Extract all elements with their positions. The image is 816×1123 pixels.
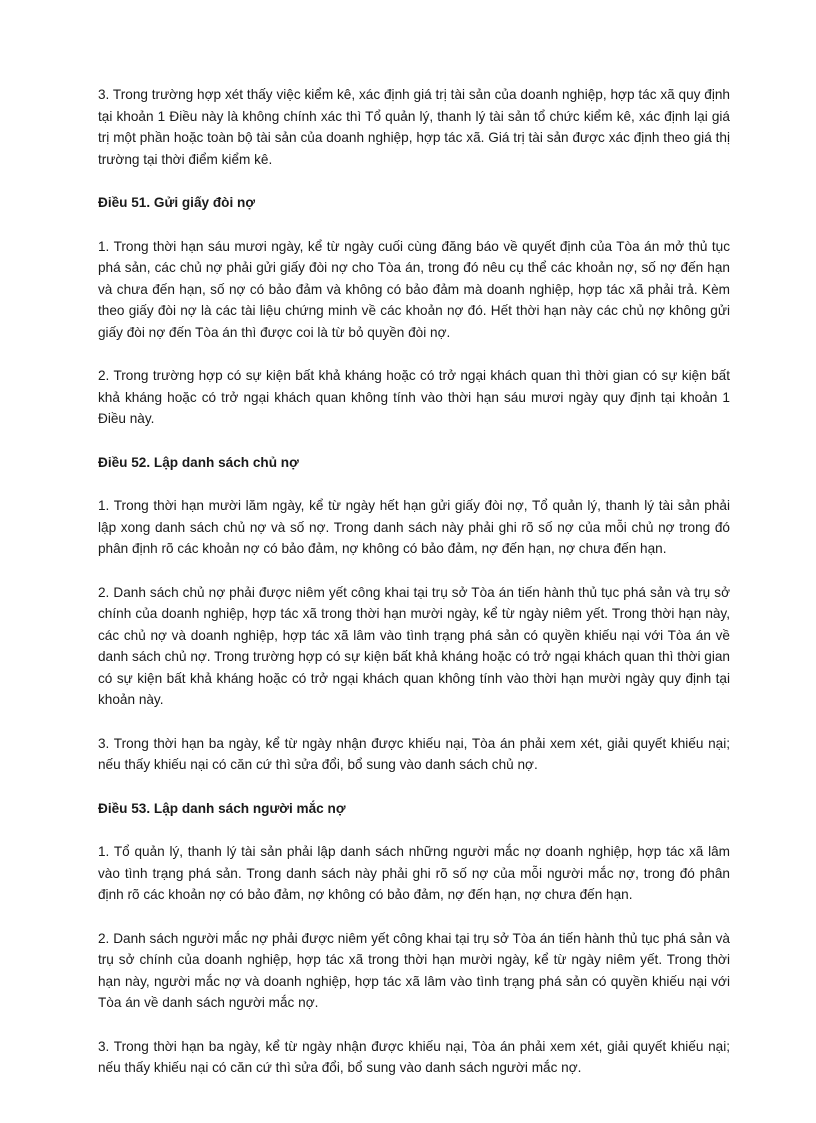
document-body: [98, 84, 730, 1101]
section-paragraph: 1. Tổ quản lý, thanh lý tài sản phải lập danh sách những người mắc nợ doanh nghiệp, hợp tác xã lâm vào tình trạng phá sản. Trong danh sách này phải ghi rõ số nợ của mỗi người mắc nợ, trong đó phân định rõ các khoản nợ có bảo đảm, nợ không có bảo đảm, nợ đến hạn, nợ chưa đến hạn.: [98, 844, 730, 902]
section-heading: Điều 52. Lập danh sách chủ nợ: [98, 454, 299, 470]
section-paragraph: 2. Danh sách người mắc nợ phải được niêm yết công khai tại trụ sở Tòa án tiến hành thủ tục phá sản và trụ sở chính của doanh nghiệp, hợp tác xã trong thời hạn mười ngày, kể từ ngày niêm yết. Trong thời hạn này, người mắc nợ và doanh nghiệp, hợp tác xã lâm vào tình trạng phá sản có quyền khiếu nại với Tòa án về danh sách người mắc nợ.: [98, 930, 730, 1010]
section-dieu-51: [98, 192, 730, 430]
section-paragraph: 3. Trong thời hạn ba ngày, kể từ ngày nhận được khiếu nại, Tòa án phải xem xét, giải quyết khiếu nại; nếu thấy khiếu nại có căn cứ thì sửa đổi, bổ sung vào danh sách người mắc nợ.: [98, 1038, 730, 1075]
section-dieu-53: [98, 798, 730, 1079]
section-paragraph: 2. Danh sách chủ nợ phải được niêm yết công khai tại trụ sở Tòa án tiến hành thủ tục phá sản và trụ sở chính của doanh nghiệp, hợp tác xã trong thời hạn mười ngày, kể từ ngày niêm yết. Trong thời hạn này, các chủ nợ và doanh nghiệp, hợp tác xã lâm vào tình trạng phá sản có quyền khiếu nại với Tòa án về danh sách chủ nợ. Trong trường hợp có sự kiện bất khả kháng hoặc có trở ngại khách quan thì thời gian có sự kiện bất khả kháng hoặc có trở ngại khách quan không tính vào thời hạn mười ngày quy định tại khoản này.: [98, 584, 730, 707]
section-paragraph: 1. Trong thời hạn mười lăm ngày, kể từ ngày hết hạn gửi giấy đòi nợ, Tổ quản lý, thanh lý tài sản phải lập xong danh sách chủ nợ và số nợ. Trong danh sách này phải ghi rõ số nợ của mỗi chủ nợ trong đó phân định rõ các khoản nợ có bảo đảm, nợ không có bảo đảm, nợ đến hạn, nợ chưa đến hạn.: [98, 498, 730, 556]
section-paragraph: 2. Trong trường hợp có sự kiện bất khả kháng hoặc có trở ngại khách quan thì thời gian có sự kiện bất khả kháng hoặc có trở ngại khách quan không tính vào thời hạn sáu mươi ngày quy định tại khoản 1 Điều này.: [98, 368, 730, 426]
section-dieu-52: [98, 452, 730, 776]
section-heading: Điều 51. Gửi giấy đòi nợ: [98, 195, 255, 210]
section-heading: Điều 53. Lập danh sách người mắc nợ: [98, 800, 346, 816]
section-paragraph: 3. Trong thời hạn ba ngày, kể từ ngày nhận được khiếu nại, Tòa án phải xem xét, giải quyết khiếu nại; nếu thấy khiếu nại có căn cứ thì sửa đổi, bổ sung vào danh sách chủ nợ.: [98, 735, 730, 772]
section-paragraph: 1. Trong thời hạn sáu mươi ngày, kể từ ngày cuối cùng đăng báo về quyết định của Tòa án mở thủ tục phá sản, các chủ nợ phải gửi giấy đòi nợ cho Tòa án, trong đó nêu cụ thể các khoản nợ, số nợ đến hạn và chưa đến hạn, số nợ có bảo đảm và không có bảo đảm mà doanh nghiệp, hợp tác xã phải trả. Kèm theo giấy đòi nợ là các tài liệu chứng minh về các khoản nợ đó. Hết thời hạn này các chủ nợ không gửi giấy đòi nợ đến Tòa án thì được coi là từ bỏ quyền đòi nợ.: [98, 238, 730, 340]
intro-paragraph: 3. Trong trường hợp xét thấy việc kiểm kê, xác định giá trị tài sản của doanh nghiệp, hợp tác xã quy định tại khoản 1 Điều này là không chính xác thì Tổ quản lý, thanh lý tài sản tổ chức kiểm kê, xác định lại giá trị một phần hoặc toàn bộ tài sản của doanh nghiệp, hợp tác xã. Giá trị tài sản được xác định theo giá thị trường tại thời điểm kiểm kê.: [98, 87, 730, 167]
